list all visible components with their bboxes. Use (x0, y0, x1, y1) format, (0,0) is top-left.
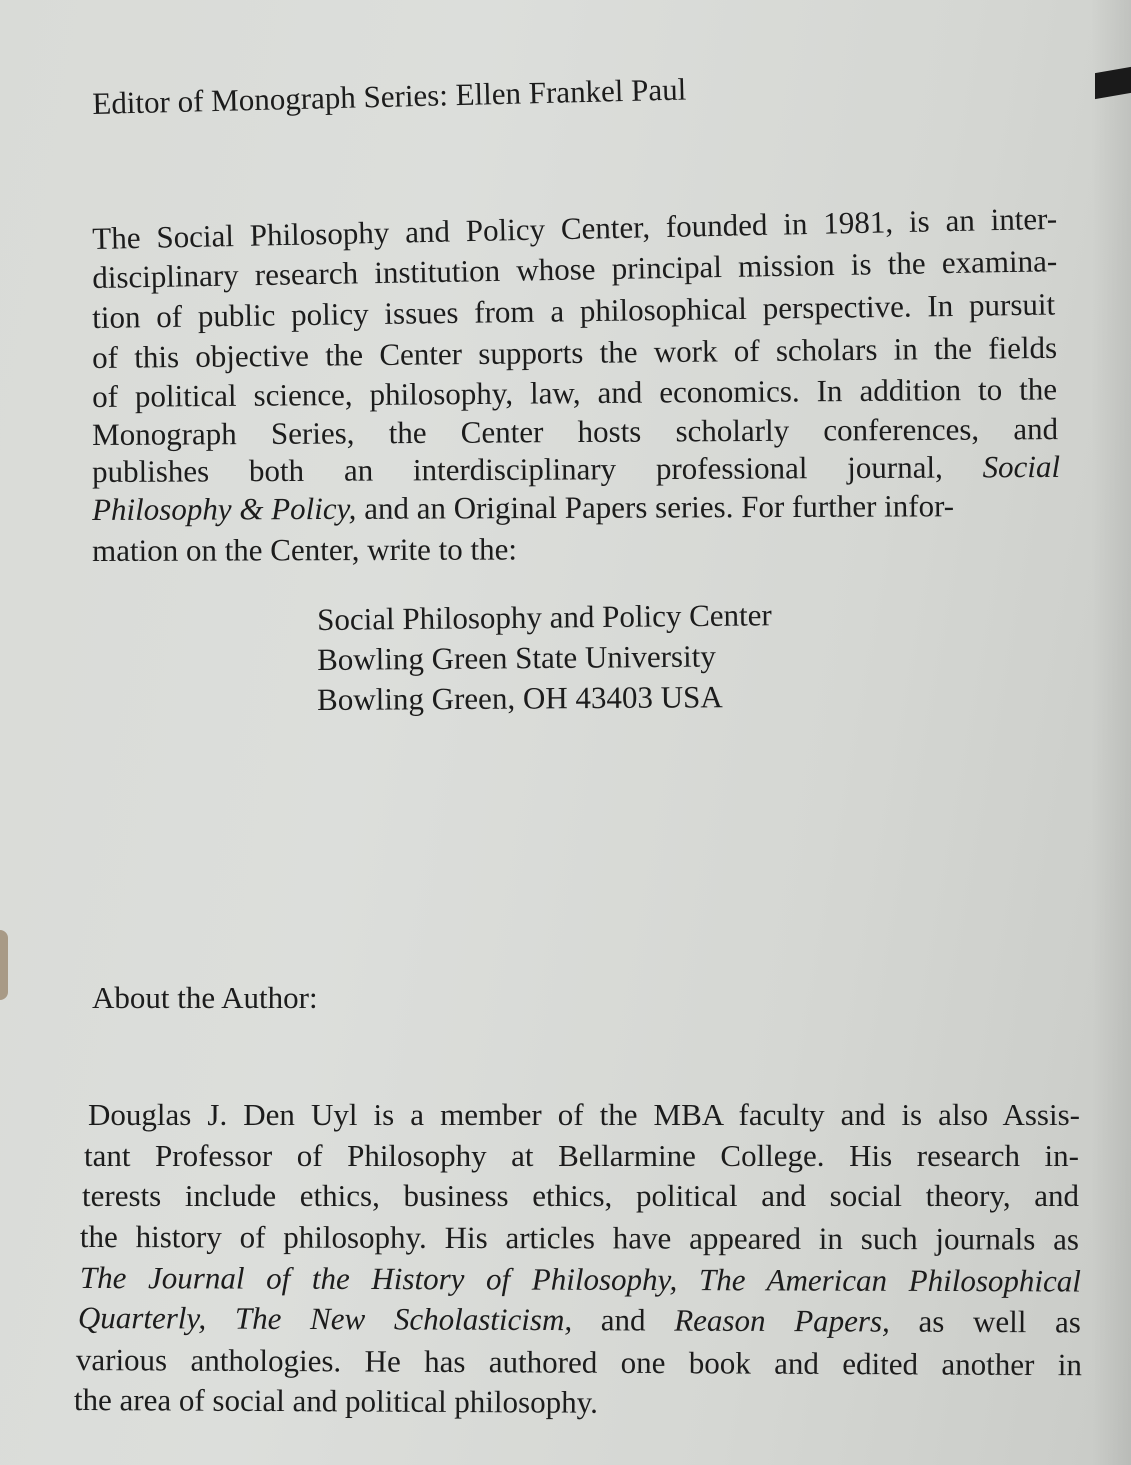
author-line-2: tant Professor of Philosophy at Bellarmine College. His research in- (84, 1138, 1079, 1173)
address-city: Bowling Green, OH 43403 USA (316, 679, 723, 717)
left-edge-mark (0, 930, 8, 1000)
center-line-8-text: and an Original Papers series. For further infor- (356, 488, 955, 526)
author-line-1: Douglas J. Den Uyl is a member of the MBA faculty and is also Assis- (88, 1097, 1080, 1132)
center-line-1: The Social Philosophy and Policy Center, founded in 1981, is an inter- (91, 200, 1058, 256)
journal-titles-line: The Journal of the History of Philosophy, The American Philosophical (79, 1260, 1082, 1299)
center-line-7 (91, 448, 1061, 489)
journal-title-social: Social (982, 448, 1061, 485)
author-line-6 (77, 1300, 1081, 1340)
author-line-3: terests include ethics, business ethics, political and social theory, and (82, 1178, 1079, 1213)
center-line-6: Monograph Series, the Center hosts scholarly conferences, and (91, 411, 1059, 452)
page-edge-shadow (1091, 0, 1131, 1465)
center-line-7-text: publishes both an interdisciplinary professional journal, (91, 449, 943, 489)
journal-title-philosophy-policy: Philosophy & Policy, (91, 490, 357, 527)
journal-title-quarterly: Quarterly, The New Scholasticism, (77, 1300, 573, 1338)
author-line-7: various anthologies. He has authored one book and edited another in (75, 1342, 1082, 1383)
center-line-8 (92, 490, 1062, 525)
editor-line: Editor of Monograph Series: Ellen Frankel Paul (91, 71, 687, 121)
author-line-6-and: and (572, 1302, 675, 1338)
center-line-2: disciplinary research institution whose principal mission is the examina- (91, 243, 1058, 295)
address-university: Bowling Green State University (316, 638, 716, 677)
center-line-3: tion of public policy issues from a philosophical perspective. In pursuit (91, 286, 1056, 335)
center-line-9: mation on the Center, write to the: (91, 531, 518, 568)
about-heading: About the Author: (92, 980, 318, 1015)
center-line-4: of this objective the Center supports the work of scholars in the fields (91, 329, 1058, 375)
author-line-4: the history of philosophy. His articles have appeared in such journals as (79, 1219, 1080, 1257)
author-line-5 (79, 1260, 1082, 1299)
journal-title-reason-papers: Reason Papers, (674, 1302, 890, 1339)
address-name: Social Philosophy and Policy Center (316, 597, 772, 637)
author-line-8: the area of social and political philosophy. (73, 1382, 598, 1420)
author-line-6-tail: as well as (889, 1303, 1081, 1340)
center-line-5: of political science, philosophy, law, and economics. In addition to the (91, 371, 1058, 414)
